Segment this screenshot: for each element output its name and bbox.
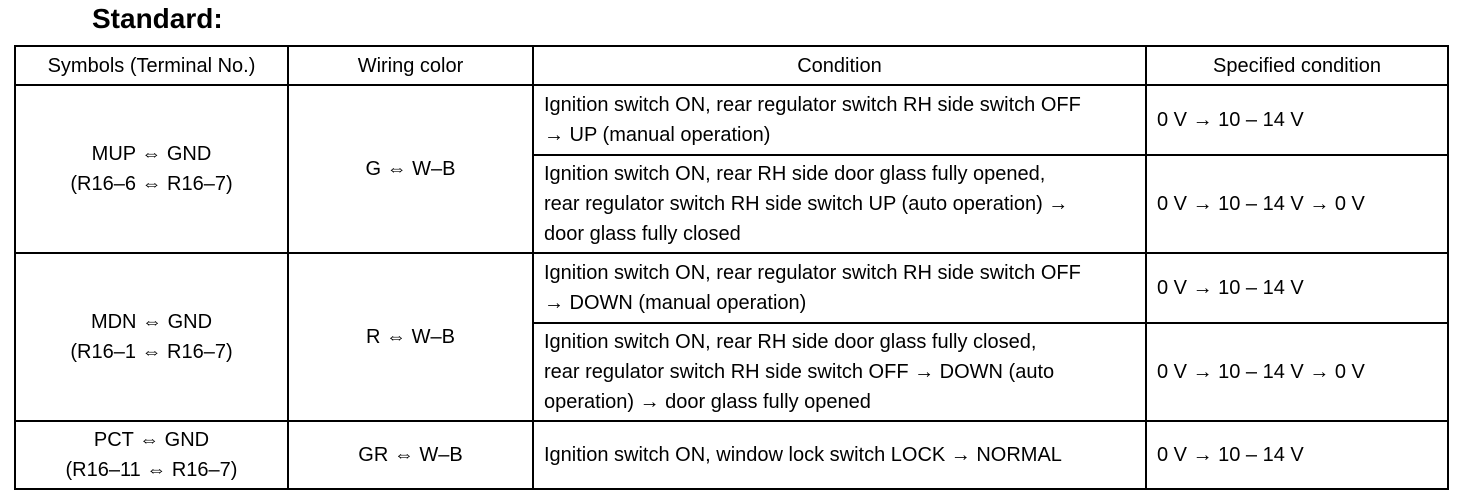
standard-table [14, 45, 1449, 490]
terminal-text: (R16–1 ⇔ R16–7) [70, 341, 233, 363]
condition-line: → DOWN (manual operation) [544, 292, 807, 314]
specified-condition-cell: 0 V → 10 – 14 V [1146, 421, 1448, 489]
symbol-text: MDN ⇔ GND [90, 311, 213, 333]
header-wiring-color: Wiring color [288, 46, 533, 85]
table-row [15, 421, 1448, 489]
condition-cell [533, 253, 1146, 323]
symbol-cell [15, 421, 288, 489]
section-heading: Standard: [92, 3, 223, 34]
condition-line: operation) → door glass fully opened [544, 391, 871, 413]
table-row [15, 85, 1448, 155]
condition-line: Ignition switch ON, rear regulator switch RH side switch OFF [544, 262, 1081, 284]
condition-cell [533, 85, 1146, 155]
condition-line: Ignition switch ON, rear RH side door glass fully opened, [544, 163, 1046, 185]
condition-line: Ignition switch ON, window lock switch LOCK → NORMAL [544, 444, 1062, 466]
condition-cell [533, 421, 1146, 489]
condition-line: Ignition switch ON, rear RH side door glass fully closed, [544, 331, 1037, 353]
header-row [15, 46, 1448, 85]
condition-line: door glass fully closed [544, 223, 741, 245]
table-row [15, 253, 1448, 323]
specified-condition-cell: 0 V → 10 – 14 V [1146, 253, 1448, 323]
symbol-text: PCT ⇔ GND [93, 429, 210, 451]
condition-line: rear regulator switch RH side switch OFF → DOWN (auto [544, 361, 1055, 383]
condition-line: rear regulator switch RH side switch UP (auto operation) → [544, 193, 1069, 215]
specified-condition-cell: 0 V → 10 – 14 V → 0 V [1146, 323, 1448, 421]
symbol-cell [15, 253, 288, 421]
wiring-color-cell: R ⇔ W–B [288, 253, 533, 421]
condition-line: → UP (manual operation) [544, 124, 771, 146]
wiring-color-cell: GR ⇔ W–B [288, 421, 533, 489]
symbol-cell [15, 85, 288, 253]
symbol-text: MUP ⇔ GND [91, 143, 212, 165]
wiring-color-cell: G ⇔ W–B [288, 85, 533, 253]
header-symbols: Symbols (Terminal No.) [15, 46, 288, 85]
specified-condition-cell: 0 V → 10 – 14 V [1146, 85, 1448, 155]
condition-line: Ignition switch ON, rear regulator switch RH side switch OFF [544, 94, 1081, 116]
header-condition: Condition [533, 46, 1146, 85]
condition-cell [533, 155, 1146, 253]
terminal-text: (R16–6 ⇔ R16–7) [70, 173, 233, 195]
header-specified-condition: Specified condition [1146, 46, 1448, 85]
condition-cell [533, 323, 1146, 421]
specified-condition-cell: 0 V → 10 – 14 V → 0 V [1146, 155, 1448, 253]
terminal-text: (R16–11 ⇔ R16–7) [65, 459, 238, 481]
